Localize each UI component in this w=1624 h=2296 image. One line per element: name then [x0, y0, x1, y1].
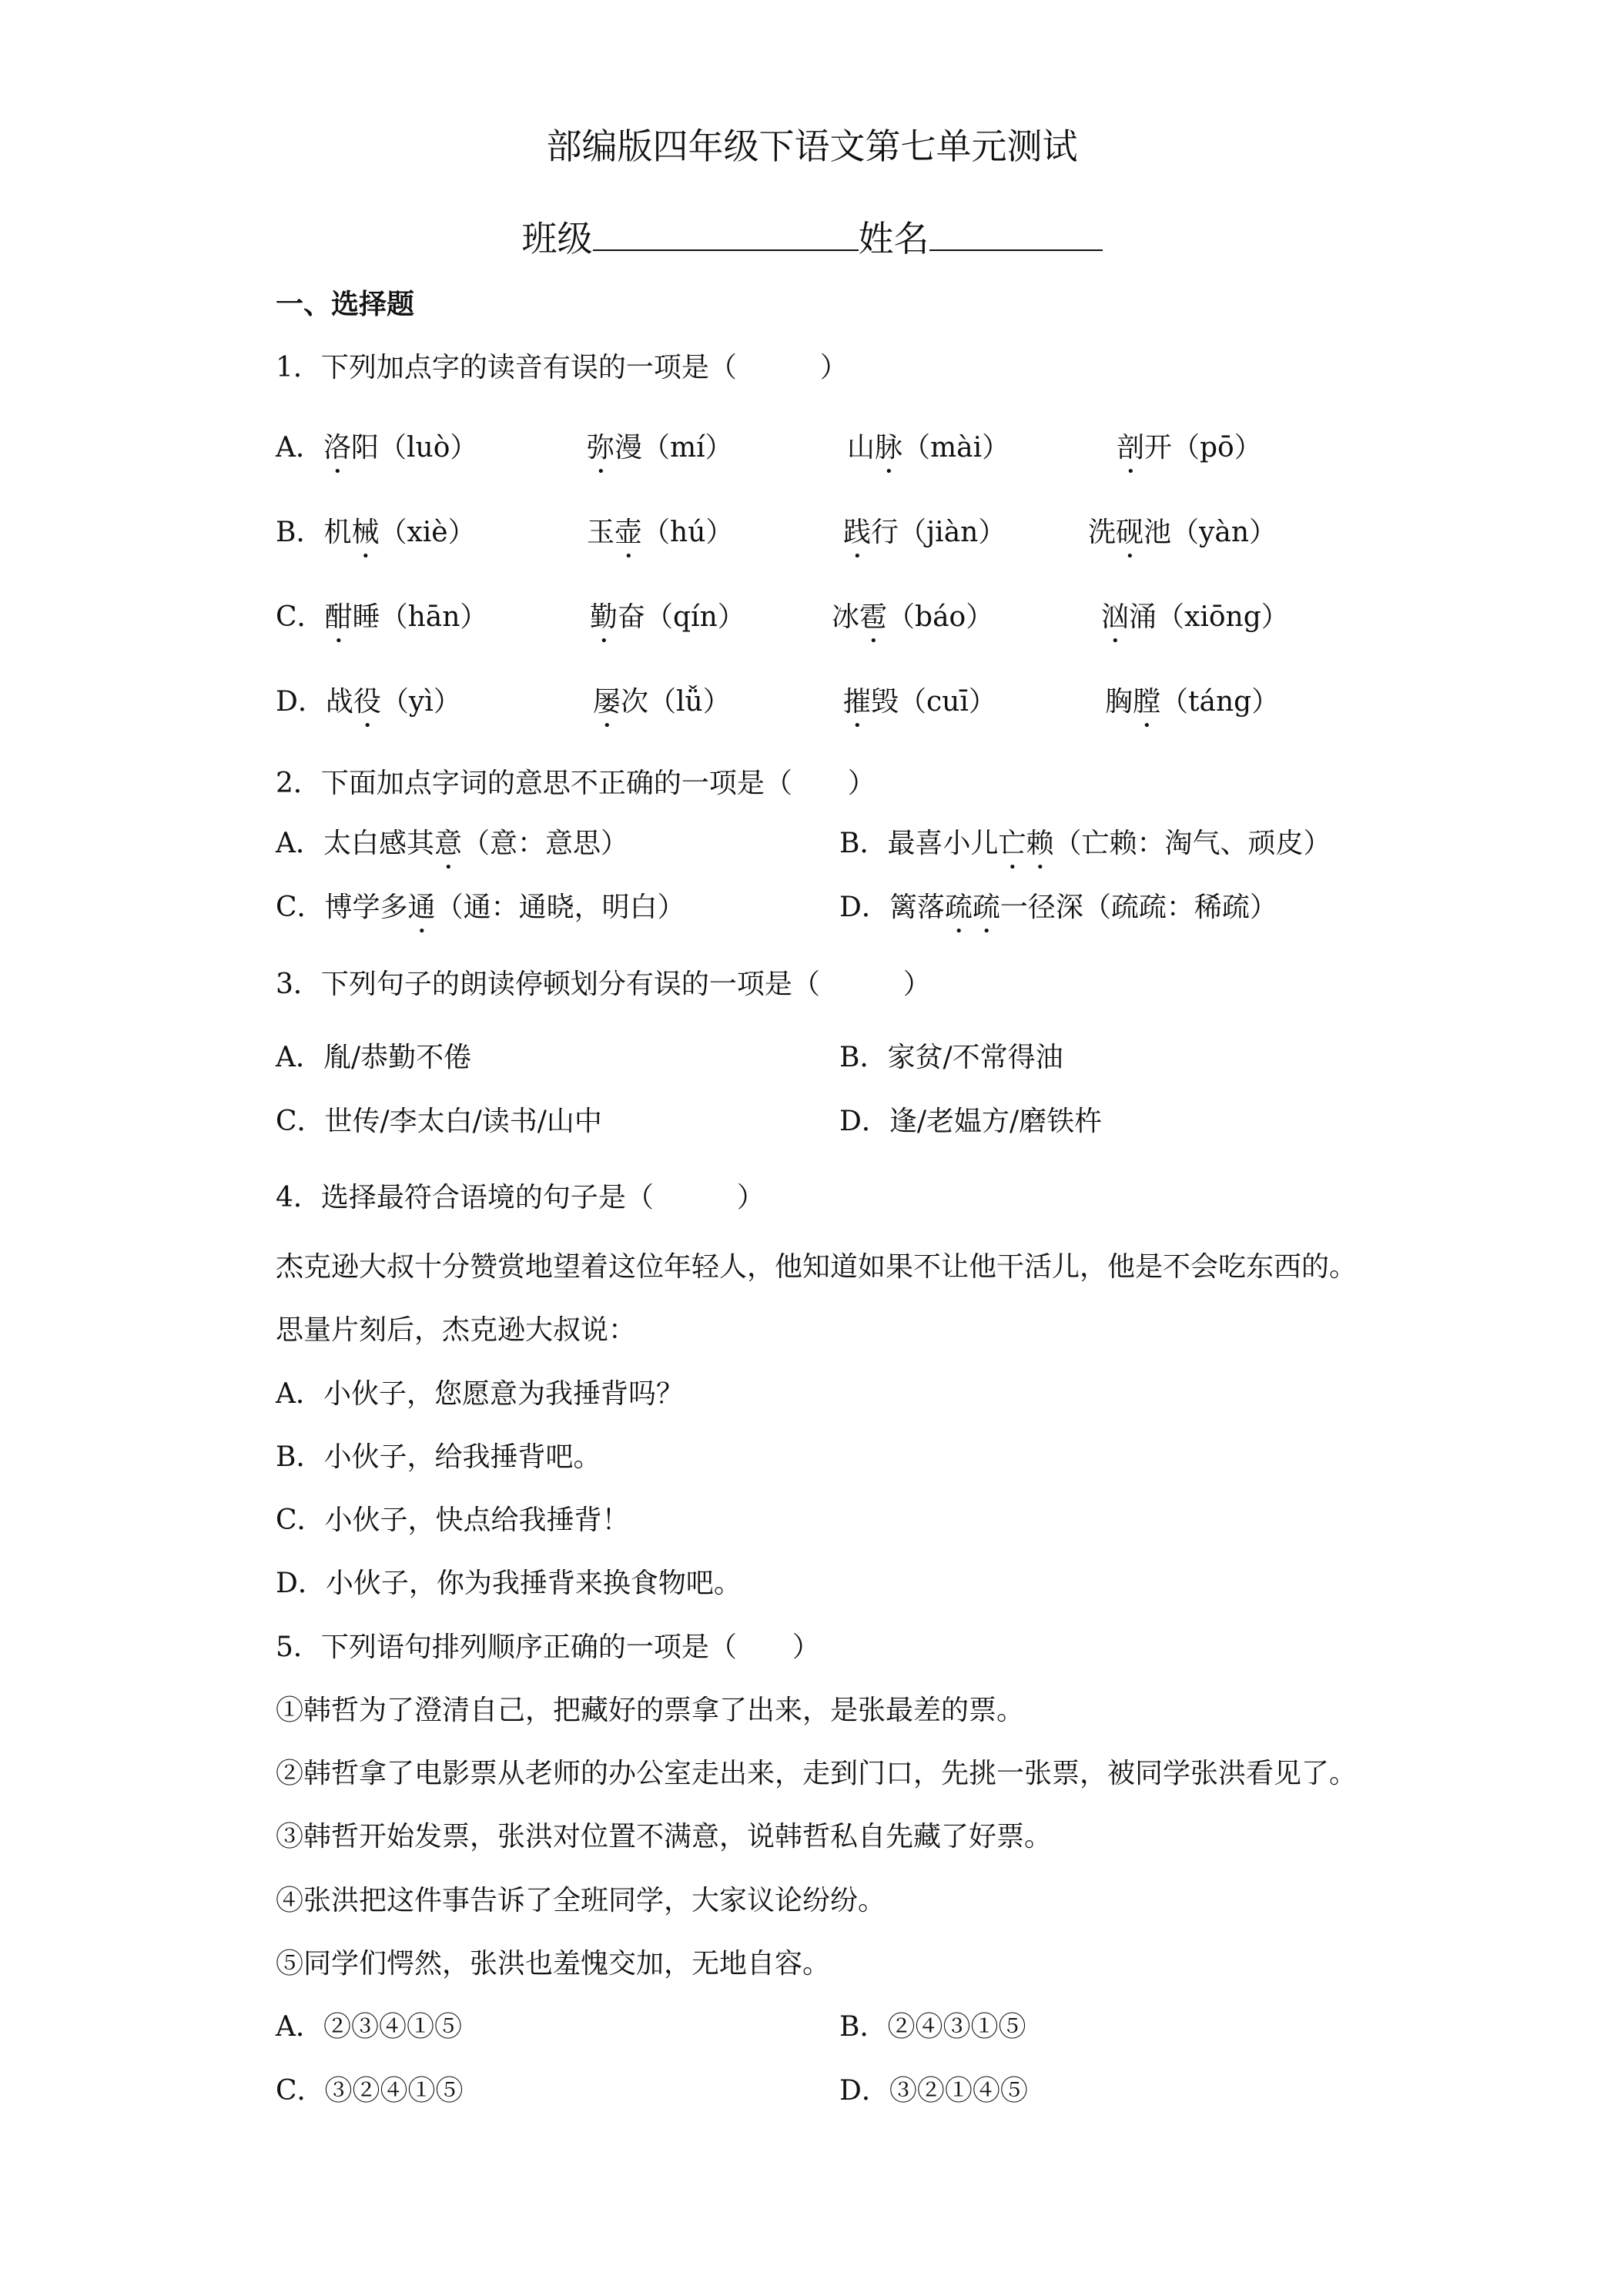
q1-option-d-word-2: 屡次（lǚ） — [593, 686, 731, 718]
q5-sentence-4: ④张洪把这件事告诉了全班同学，大家议论纷纷。 — [276, 1885, 886, 1916]
page-title: 部编版四年级下语文第七单元测试 — [546, 126, 1078, 167]
q5-sentence-2: ②韩哲拿了电影票从老师的办公室走出来，走到门口，先挑一张票，被同学张洪看见了。 — [276, 1758, 1358, 1789]
question-1-stem: 1．下列加点字的读音有误的一项是（ ） — [276, 352, 848, 383]
q4-option-b: B．小伙子，给我捶背吧。 — [276, 1441, 601, 1473]
q4-context-line-2: 思量片刻后，杰克逊大叔说： — [276, 1314, 637, 1346]
q1-option-d-word-1: D．战役（yì） — [276, 686, 461, 718]
q5-sentence-5: ⑤同学们愕然，张洪也羞愧交加，无地自容。 — [276, 1948, 831, 1980]
q1-option-c-word-1: C．酣睡（hān） — [276, 601, 488, 633]
q1-option-b-word-4: 洗砚池（yàn） — [1088, 517, 1277, 548]
q1-option-c-word-4: 汹涌（xiōng） — [1101, 601, 1289, 633]
q5-option-a: A．②③④①⑤ — [276, 2011, 462, 2043]
q1-option-a-word-3: 山脉（mài） — [847, 432, 1010, 464]
name-label: 姓名 — [858, 218, 929, 259]
q2-option-d: D．篱落疏疏一径深（疏疏：稀疏） — [839, 892, 1277, 923]
student-info-line — [0, 216, 1624, 262]
q1-option-b-word-2: 玉壶（hú） — [587, 517, 734, 548]
question-5-stem: 5．下列语句排列顺序正确的一项是（ ） — [276, 1632, 820, 1663]
question-3-stem: 3．下列句子的朗读停顿划分有误的一项是（ ） — [276, 969, 931, 1000]
q4-context-line-1: 杰克逊大叔十分赞赏地望着这位年轻人，他知道如果不让他干活儿，他是不会吃东西的。 — [276, 1251, 1358, 1283]
q5-sentence-3: ③韩哲开始发票，张洪对位置不满意，说韩哲私自先藏了好票。 — [276, 1821, 1053, 1853]
class-blank[interactable] — [593, 219, 859, 251]
question-4-stem: 4．选择最符合语境的句子是（ ） — [276, 1182, 765, 1213]
q5-option-b: B．②④③①⑤ — [839, 2011, 1026, 2043]
q1-option-b-word-1: B．机械（xiè） — [276, 517, 476, 548]
q1-option-a-word-1: A．洛阳（luò） — [276, 432, 478, 464]
q3-option-c: C．世传/李太白/读书/山中 — [276, 1106, 602, 1137]
q1-option-a-word-4: 剖开（pō） — [1117, 432, 1262, 464]
q1-option-d-word-4: 胸膛（táng） — [1105, 686, 1280, 718]
q4-option-a: A．小伙子，您愿意为我捶背吗？ — [276, 1378, 684, 1410]
q3-option-b: B．家贫/不常得油 — [839, 1042, 1063, 1073]
q5-option-c: C．③②④①⑤ — [276, 2075, 464, 2107]
name-blank[interactable] — [929, 219, 1103, 251]
q1-option-c-word-3: 冰雹（báo） — [832, 601, 994, 633]
q1-option-d-word-3: 摧毁（cuī） — [843, 686, 996, 718]
q1-option-a-word-2: 弥漫（mí） — [587, 432, 733, 464]
q4-option-d: D．小伙子，你为我捶背来换食物吧。 — [276, 1568, 742, 1599]
class-label: 班级 — [521, 218, 593, 259]
q2-option-a: A．太白感其意（意：意思） — [276, 828, 629, 859]
question-2-stem: 2．下面加点字词的意思不正确的一项是（ ） — [276, 768, 876, 799]
q3-option-a: A．胤/恭勤不倦 — [276, 1042, 472, 1073]
q5-sentence-1: ①韩哲为了澄清自己，把藏好的票拿了出来，是张最差的票。 — [276, 1695, 1025, 1726]
q4-option-c: C．小伙子，快点给我捶背！ — [276, 1504, 630, 1536]
q5-option-d: D．③②①④⑤ — [839, 2075, 1028, 2107]
section-heading: 一、选择题 — [276, 288, 415, 320]
q1-option-b-word-3: 践行（jiàn） — [843, 517, 1006, 548]
q1-option-c-word-2: 勤奋（qín） — [590, 601, 745, 633]
q2-option-c: C．博学多通（通：通晓，明白） — [276, 892, 685, 923]
q3-option-d: D．逢/老媪方/磨铁杵 — [839, 1106, 1103, 1137]
q2-option-b: B．最喜小儿亡赖（亡赖：淘气、顽皮） — [839, 828, 1331, 859]
